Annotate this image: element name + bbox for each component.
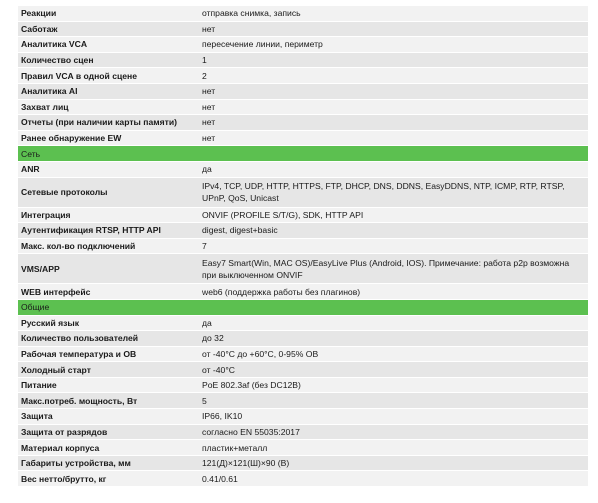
section-header (18, 146, 588, 162)
spec-row (18, 471, 588, 487)
spec-key: Аналитика VCA (21, 39, 88, 50)
spec-row (18, 362, 588, 378)
spec-value: 5 (202, 395, 207, 406)
spec-value: Easy7 Smart(Win, MAC OS)/EasyLive Plus (Android, IOS). Примечание: работа p2p возможна при выключенном ONVIF (202, 257, 570, 280)
spec-value: 121(Д)×121(Ш)×90 (В) (202, 458, 290, 469)
spec-value: от -40°C (202, 364, 235, 375)
spec-value: пересечение линии, периметр (202, 39, 323, 50)
spec-row (18, 84, 588, 100)
spec-value: согласно EN 55035:2017 (202, 426, 300, 437)
spec-value: нет (202, 23, 216, 34)
spec-key: Ранее обнаружение EW (21, 133, 122, 144)
spec-value: до 32 (202, 333, 224, 344)
section-title: Общие (21, 302, 50, 313)
spec-value: 2 (202, 70, 207, 81)
spec-key: Реакции (21, 8, 57, 19)
spec-row (18, 284, 588, 300)
spec-row (18, 254, 588, 284)
spec-row (18, 393, 588, 409)
spec-key: Защита (21, 411, 53, 422)
spec-key: Вес нетто/брутто, кг (21, 473, 107, 484)
spec-row (18, 178, 588, 208)
spec-key: WEB интерфейс (21, 286, 91, 297)
spec-value: нет (202, 133, 216, 144)
spec-table (18, 6, 588, 487)
spec-value: 1 (202, 55, 207, 66)
spec-key: Аналитика AI (21, 86, 78, 97)
spec-key: Русский язык (21, 317, 80, 328)
spec-value: PoE 802.3af (без DC12В) (202, 380, 301, 391)
spec-value: digest, digest+basic (202, 225, 278, 236)
spec-row (18, 131, 588, 147)
spec-row (18, 409, 588, 425)
spec-row (18, 6, 588, 22)
spec-row (18, 456, 588, 472)
spec-key: Правил VCA в одной сцене (21, 70, 138, 81)
spec-key: Количество сцен (21, 55, 94, 66)
spec-key: Отчеты (при наличии карты памяти) (21, 117, 177, 128)
spec-row (18, 347, 588, 363)
spec-key: Аутентификация RTSP, HTTP API (21, 225, 161, 236)
spec-value: 7 (202, 241, 207, 252)
spec-value: IPv4, TCP, UDP, HTTP, HTTPS, FTP, DHCP, DNS, DDNS, EasyDDNS, NTP, ICMP, RTP, RTSP, UPnP, QoS, Unicast (202, 181, 565, 204)
spec-value: нет (202, 117, 216, 128)
spec-row (18, 115, 588, 131)
spec-row (18, 331, 588, 347)
spec-row (18, 239, 588, 255)
spec-key: Материал корпуса (21, 442, 100, 453)
spec-key: Макс.потреб. мощность, Вт (21, 395, 138, 406)
spec-row (18, 53, 588, 69)
spec-key: Макс. кол-во подключений (21, 241, 136, 252)
spec-row (18, 440, 588, 456)
spec-row (18, 100, 588, 116)
spec-key: Саботаж (21, 23, 58, 34)
spec-value: 0.41/0.61 (202, 473, 238, 484)
spec-key: ANR (21, 164, 40, 175)
spec-key: Габариты устройства, мм (21, 458, 131, 469)
spec-key: Холодный старт (21, 364, 91, 375)
spec-key: Интеграция (21, 209, 71, 220)
spec-key: VMS/APP (21, 263, 60, 274)
section-title: Сеть (21, 148, 41, 159)
spec-value: пластик+металл (202, 442, 268, 453)
spec-key: Количество пользователей (21, 333, 139, 344)
spec-row (18, 378, 588, 394)
spec-row (18, 208, 588, 224)
spec-row (18, 37, 588, 53)
spec-value: нет (202, 86, 216, 97)
spec-value: нет (202, 101, 216, 112)
section-header (18, 300, 588, 316)
spec-value: да (202, 164, 212, 175)
spec-key: Защита от разрядов (21, 426, 108, 437)
spec-value: ONVIF (PROFILE S/T/G), SDK, HTTP API (202, 209, 364, 220)
spec-key: Рабочая температура и ОВ (21, 348, 137, 359)
spec-value: отправка снимка, запись (202, 8, 301, 19)
spec-value: IP66, IK10 (202, 411, 243, 422)
spec-key: Питание (21, 380, 57, 391)
spec-value: web6 (поддержка работы без плагинов) (202, 286, 361, 297)
spec-row (18, 316, 588, 332)
spec-row (18, 22, 588, 38)
spec-row (18, 223, 588, 239)
spec-value: да (202, 317, 212, 328)
spec-value: от -40°C до +60°C, 0-95% ОВ (202, 348, 319, 359)
spec-key: Захват лиц (21, 101, 69, 112)
spec-row (18, 68, 588, 84)
spec-row (18, 162, 588, 178)
spec-key: Сетевые протоколы (21, 187, 108, 198)
spec-row (18, 425, 588, 441)
